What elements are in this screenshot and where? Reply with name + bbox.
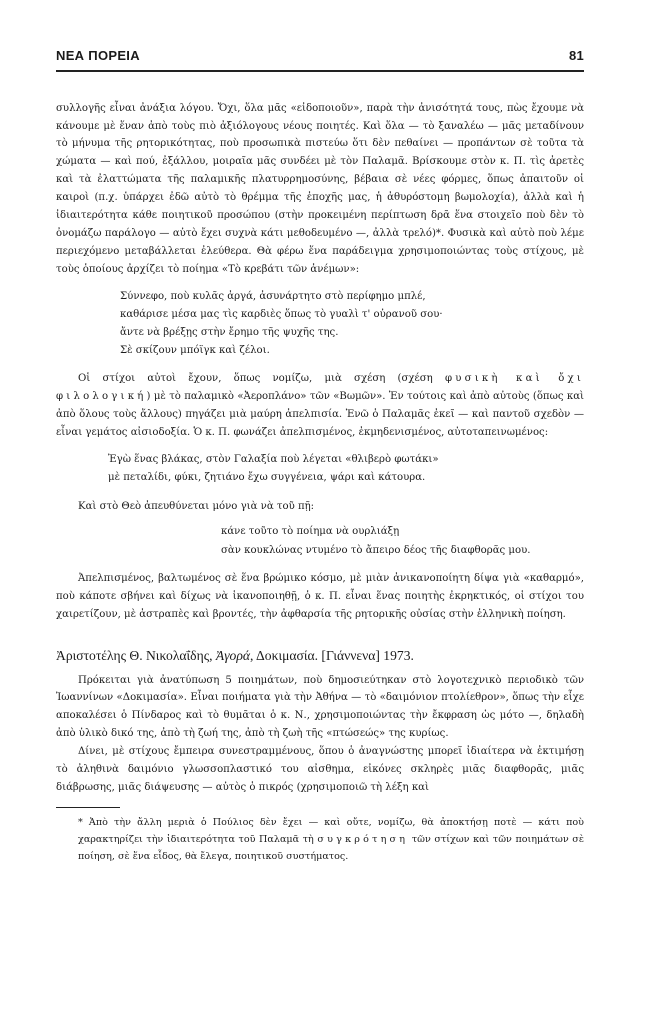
review-paragraph-1: συλλογῆς εἶναι ἀνάξια λόγου. Ὄχι, ὅλα μᾶς «εἰδοποιοῦν», παρὰ τὴν ἀνισότητά τους, πὼς ἔχουμε νὰ κάνουμε μὲ ἕναν ἀπὸ τοὺς πιὸ ἀξιόλογους νέους ποιητές. Καὶ ὅλα — τὸ ξαναλέω — μᾶς μεταδίνουν τὸ μήνυμα τῆς ρητορικότητας, ποὺ προσωπικὰ πιστεύω ὅτι δὲν πεθαίνει — προπάντων σὲ τοῦτα τὰ χώματα — καὶ πού, ἐξάλλου, μοιραῖα μᾶς συνδέει μὲ τὸν Παλαμᾶ. Βρίσκουμε στὸν κ. Π. τὶς ἀρετὲς καὶ τὰ ἐλαττώματα τῆς παλαμικῆς πλατυρρημοσύνης, βέβαια σὲ νέες φόρμες, ὅπως ἀπαιτοῦν οἱ καιροὶ (π.χ. ὑπάρχει ἐδῶ αὐτὸ τὸ θρέμμα τῆς ἐποχῆς μας, ἡ ἀθυρόστομη βωμολοχία), ἀλλὰ καὶ ἡ ἰδιαιτερότητα κάθε ποιητικοῦ προσώπου (στὴν προκειμένη περίπτωση δρᾶ ἕνα στοιχεῖο ποὺ δὲν τὸ ὀνομάζω παράλογο — αὐτὸ ἔχει συχνὰ κάτι μεθοδευμένο —, ἀλλὰ τρελό)*. Φυσικὰ καὶ αὐτὸ ποὺ λέμε περιεχόμενο μεταβάλλεται ἐλεύθερα. Θὰ φέρω ἕνα παράδειγμα χρησιμοποιώντας τοὺς στίχους, μὲ τοὺς ὁποίους ἀρχίζει τὸ ποίημα «Τὸ κρεβάτι τῶν ἀνέμων»: — [56, 102, 584, 275]
heading-title: Ἀγορά — [215, 647, 251, 663]
poem-line: καθάρισε μέσα μας τὶς καρδιὲς ὅπως τὸ γυαλὶ τ' οὐρανοῦ σου· — [120, 308, 443, 320]
poem-line: Ἐγὼ ἕνας βλάκας, στὸν Γαλαξία ποὺ λέγεται «θλιβερὸ φωτάκι» — [108, 454, 439, 466]
footnote-text-b: τῶν στίχων καὶ τῶν ποιημάτων σὲ ποίηση, σὲ ἕνα εἶδος, θὰ ἔλεγα, ποιητικοῦ συστήματος. — [78, 834, 584, 863]
review2-paragraph-2: Δίνει, μὲ στίχους ἔμπειρα συνεστραμμένους, ὅπου ὁ ἀναγνώστης μπορεῖ ἰδιαίτερα νὰ ἐκτιμήσῃ τὸ ἀληθινὰ δαιμόνιο γλωσσοπλαστικό του αἰσθημα, εἰκόνες σκληρὲς μιᾶς διαφθορᾶς, μιᾶς διάβρωσης, μιᾶς διάψευσης — αὐτὸς ὁ πικρός (χρησιμοποιῶ τὴ λέξη καὶ — [56, 746, 584, 793]
poem-line: κάνε τοῦτο τὸ ποίημα νὰ ουρλιάξῃ — [221, 526, 400, 538]
para2-text-a: Οἱ στίχοι αὐτοὶ ἔχουν, ὅπως νομίζω, μιὰ σχέση (σχέση — [78, 373, 445, 385]
poem-line: σὰν κουκλώνας ντυμένο τὸ ἄπειρο δέος τῆς διαφθορᾶς μου. — [221, 544, 531, 556]
footnote-text-a: * Ἀπὸ τὴν ἄλλη μεριὰ ὁ Πούλιος δὲν ἔχει — καὶ οὔτε, νομίζω, θὰ ἀποκτήσῃ ποτὲ — κάτι ποὺ χαρακτηρίζει τὴν ἰδιαιτερότητα τοῦ Παλαμᾶ τὴ — [78, 817, 584, 846]
poem-line: Σύννεφο, ποὺ κυλᾶς ἀργά, ἀσυνάρτητο στὸ περίφημο μπλέ, — [120, 290, 426, 302]
journal-title: ΝΕΑ ΠΟΡΕΙΑ — [56, 48, 140, 63]
poem-quote-1 — [120, 288, 584, 361]
page-number: 81 — [568, 48, 584, 63]
footnote — [56, 814, 584, 865]
footnote-rule — [56, 807, 120, 808]
poem-quote-2 — [108, 451, 584, 487]
poem-line: Σὲ σκίζουν μπόϊγκ καὶ ζέλοι. — [120, 345, 270, 357]
header-rule — [56, 70, 584, 72]
review-heading — [56, 646, 584, 666]
poem-line: ἄντε νὰ βρέξῃς στὴν ἔρημο τῆς ψυχῆς της. — [120, 327, 339, 339]
para2-text-b: ) μὲ τὸ παλαμικὸ «Ἀεροπλάνο» τῶν «Βωμῶν». Ἐν τούτοις καὶ ἀπὸ αὐτοὺς (ὅπως καὶ ἀπὸ ὅλους τοὺς ἄλλους) πηγάζει μιὰ μαύρη ἀπελπισία. Ἐνῶ ὁ Παλαμᾶς ἐκεῖ — καὶ παντοῦ σχεδὸν — εἶναι γεμάτος αἰσιοδοξία. Ὁ κ. Π. φωνάζει ἀπελπισμένος, ἐκμηδενισμένος, αὐτοταπεινωμένος: — [56, 391, 584, 439]
review-paragraph-3: Ἀπελπισμένος, βαλτωμένος σὲ ἕνα βρώμικο κόσμο, μὲ μιὰν ἀνικανοποίητη δίψα γιὰ «καθαρμό», ποὺ κάποτε σβήνει καὶ δίχως νὰ ἱκανοποιηθῇ, ὁ κ. Π. εἶναι ἕνας ποιητὴς ἐκρηκτικός, οἱ στίχοι του χαιρετίζουν, μὲ ἀστραπὲς καὶ βροντές, τὴν ἀφθαρσία τῆς ρητορικῆς οὐσίας στὴν ἑλληνικὴ ποίηση. — [56, 572, 584, 620]
heading-author: Ἀριστοτέλης Θ. Νικολαΐδης, — [56, 647, 216, 663]
poem-intro-line: Καὶ στὸ Θεὸ ἀπευθύνεται μόνο γιὰ νὰ τοῦ πῇ: — [78, 500, 315, 512]
footnote-spaced-emphasis: συγκρότηση — [317, 834, 409, 846]
poem-line: μὲ πεταλίδι, φύκι, ζητιάνο ἔχω συγγένεια, ψάρι καὶ κάτουρα. — [108, 472, 426, 484]
para2-spaced-emphasis: φυσικὴ καὶ ὄχι φιλολογική — [56, 373, 584, 403]
poem-quote-3 — [221, 523, 584, 559]
page — [56, 48, 584, 865]
running-header — [56, 48, 584, 63]
review2-paragraph-1: Πρόκειται γιὰ ἀνατύπωση 5 ποιημάτων, ποὺ δημοσιεύτηκαν στὸ λογοτεχνικὸ περιοδικὸ τῶν Ἰωαννίνων «Δοκιμασία». Εἶναι ποιήματα γιὰ τὴν Ἀθήνα — τὸ «δαιμόνιον πτολίεθρον», ὅπως τὴν εἶχε αποκαλέσει ὁ Πίνδαρος καὶ τὸ θυμᾶται ὁ κ. Ν., χρησιμοποιώντας τὴν ἔκφραση ὡς μότο —, δηλαδὴ ἀπὸ ὑλικὸ δικό της, ἀπὸ τὴ ζωή της, ἀπὸ τὴ ζωὴ τῆς «πτώσεώς» της κυρίως. — [56, 674, 584, 740]
heading-publisher: , Δοκιμασία. [Γιάννενα] 1973. — [250, 647, 414, 663]
review-paragraph-2 — [56, 370, 584, 442]
